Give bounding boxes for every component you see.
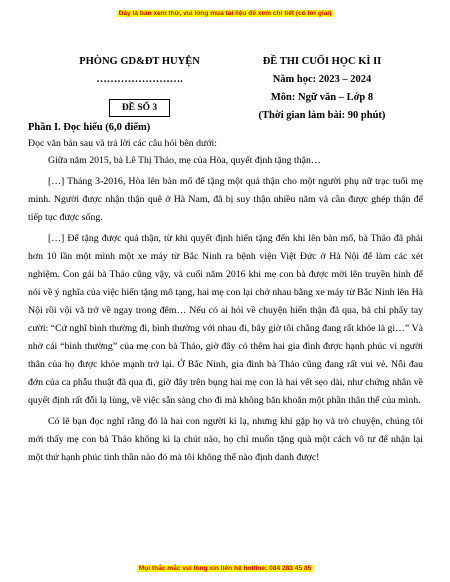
preview-notice-text: Đây là bản xem thử, vui lòng mua tài liệu để xem chi tiết (có lời giải) xyxy=(118,10,332,17)
section-title: Phần I. Đọc hiểu (6,0 điểm) xyxy=(28,122,151,133)
school-dots: ……………………. xyxy=(96,74,183,85)
header-right xyxy=(232,53,412,125)
exam-title: ĐỀ THI CUỐI HỌC KÌ II xyxy=(262,56,382,67)
reading-paragraph-4: Có lẽ bạn đọc nghĩ rằng đó là hai con người kì lạ, nhưng khi gặp họ và trò chuyện, chúng tôi mới thấy mẹ con bà Thảo không kì lạ chút nào, họ chỉ muốn tặng quà một cách vô tư để nhận lại một thứ hạnh phúc tinh thần nào đó mà tôi không thể nào định danh được! xyxy=(28,416,423,463)
subject-line: Môn: Ngữ văn – Lớp 8 xyxy=(270,92,374,103)
school-year: Năm học: 2023 – 2024 xyxy=(272,74,372,85)
hotline-banner xyxy=(0,565,450,572)
school-name: PHÒNG GD&ĐT HUYỆN xyxy=(79,56,200,67)
time-limit: (Thời gian làm bài: 90 phút) xyxy=(258,110,386,121)
reading-paragraph-1: Giữa năm 2015, bà Lê Thị Thảo, mẹ của Hòa, quyết định tặng thận… xyxy=(48,155,321,166)
preview-notice-banner xyxy=(0,10,450,17)
exam-code-box: ĐỀ SỐ 3 xyxy=(109,99,170,117)
section-instruction: Đọc văn bản sau và trả lời các câu hỏi bên dưới: xyxy=(28,138,217,149)
reading-paragraph-2: […] Tháng 3-2016, Hòa lên bàn mổ để tặng một quả thận cho một người phụ nữ trạc tuổi mẹ mình. Người được nhận thận quê ở Hà Nam, đã bị suy thận nhiều năm và cần được ghép thận để tiếp tục được sống. xyxy=(28,176,423,223)
header-left xyxy=(52,53,227,117)
hotline-text: Mọi thắc mắc vui lòng xin liên hệ hotline: 084 283 45 85 xyxy=(138,565,312,572)
exam-body xyxy=(28,120,423,470)
reading-paragraph-3: […] Để tặng được quả thận, từ khi quyết định hiến tặng đến khi lên bàn mổ, bà Thảo đã phải hơn 10 lần một mình một xe máy từ Bắc Ninh ra bệnh viện Việt Đức ở Hà Nội để làm các xét nghiệm. Con gái bà Thảo cũng vậy, và cuối năm 2016 khi mẹ con bà được mời lên truyền hình để nói về ý nghĩa của việc hiến tặng mô tạng, hai mẹ con lại chở nhau bằng xe máy từ Bắc Ninh lên Hà Nội rồi vội vã trở về ngay trong đêm… Nếu có ai hỏi về chuyện hiến thận đã qua, bà chỉ phẩy tay cười: “Cứ nghĩ bình thường đi, bình thường với nhau đi, bây giờ tôi chẳng đang rất khỏe là gì…” Và nhờ cái “bình thường” của mẹ con bà Thảo, giờ đây có thêm hai gia đình được hạnh phúc vì người thân của họ được khỏe mạnh trở lại. Ở Bắc Ninh, gia đình bà Thảo cũng đang rất vui vẻ. Nỗi đau đớn của ca phẫu thuật đã qua đi, giờ đây trên bụng hai mẹ con là hai vết sẹo dài, như chứng nhân về quyết định rất đỗi lạ lùng, về việc sẵn sàng cho đi mà không băn khoăn một phần thân thể của mình. xyxy=(28,233,423,406)
